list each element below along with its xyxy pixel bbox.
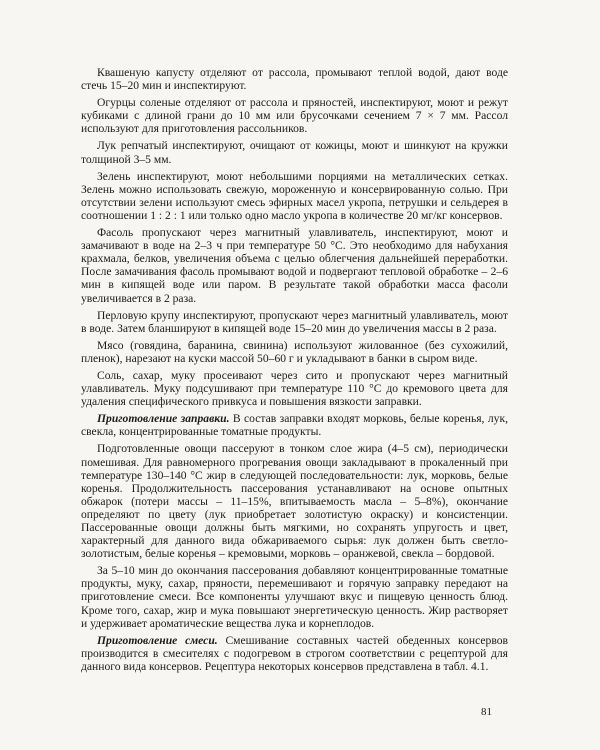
- paragraph-sauerkraut: Квашеную капусту отделяют от рассола, промывают теплой водой, дают воде стечь 15–20 мин и инспектируют.: [81, 66, 508, 93]
- paragraph-salt-sugar-flour: Соль, сахар, муку просеивают через сито и пропускают через магнитный улавливатель. Муку подсушивают при температуре 110 °С до кремового цвета для удаления специфического привкуса и повышения вязкости заправки.: [81, 368, 508, 409]
- paragraph-dressing-text: В состав заправки входят морковь, белые коренья, лук, свекла, концентрированные томатные продукты.: [81, 412, 508, 439]
- paragraph-tomato-addition: За 5–10 мин до окончания пассерования добавляют концентрированные томатные продукты, муку, сахар, пряности, перемешивают и горячую заправку передают на приготовление смеси. Все компоненты улучшают вкус и пищевую ценность блюд. Кроме того, сахар, жир и мука повышают энергетическую ценность. Жир растворяет и удерживает ароматические вещества лука и корнеплодов.: [81, 564, 508, 630]
- paragraph-dressing-preparation: [81, 412, 508, 438]
- paragraph-mixture-text: Смешивание составных частей обеденных консервов производится в смесителях с подогревом в строгом соответствии с рецептурой для данного вида консервов. Рецептура некоторых консервов представлена в табл. 4.1.: [81, 633, 509, 673]
- paragraph-onion: Лук репчатый инспектируют, очищают от кожицы, моют и шинкуют на кружки толщиной 3–5 мм.: [81, 139, 508, 166]
- paragraph-sauteing: Подготовленные овощи пассеруют в тонком слое жира (4–5 см), периодически помешивая. Для равномерного прогревания овощи закладывают в прокаленный при температуре 130–140 °С жир в следующей последовательности: лук, морковь, белые коренья. Продолжительность пассерования устанавливают на основе опытных обжарок (потери массы – 11–15%, впитываемость масла – 5–8%), окончание определяют по цвету (лук приобретает золотистую окраску) и консистенции. Пассерованные овощи должны быть мягкими, но сохранять упругость и цвет, характерный для данного вида обжариваемого сырья: лук должен быть светло-золотистым, белые коренья – кремовыми, морковь – оранжевой, свекла – бордовой.: [81, 442, 508, 561]
- paragraph-greens: Зелень инспектируют, моют небольшими порциями на металлических сетках. Зелень можно использовать свежую, мороженную и консервированную солью. При отсутствии зелени используют смесь эфирных масел укропа, петрушки и сельдерея в соотношении 1 : 2 : 1 или только одно масло укропа в количестве 20 мг/кг консервов.: [81, 169, 508, 222]
- paragraph-barley: Перловую крупу инспектируют, пропускают через магнитный улавливатель, моют в воде. Затем бланшируют в кипящей воде 15–20 мин до увеличения массы в 2 раза.: [81, 308, 508, 335]
- page-number: 81: [481, 706, 492, 718]
- section-heading-mixture: Приготовление смеси.: [97, 633, 218, 647]
- paragraph-meat: Мясо (говядина, баранина, свинина) используют жилованное (без сухожилий, пленок), нарезают на куски массой 50–60 г и укладывают в банки в сыром виде.: [81, 338, 508, 365]
- paragraph-pickles: Огурцы соленые отделяют от рассола и пряностей, инспектируют, моют и режут кубиками с длиной грани до 10 мм или брусочками сечением 7 × 7 мм. Рассол используют для приготовления рассольников.: [81, 96, 508, 136]
- paragraph-mixture-preparation: [81, 634, 508, 673]
- paragraph-beans: Фасоль пропускают через магнитный улавливатель, инспектируют, моют и замачивают в воде на 2–3 ч при температуре 50 °С. Это необходимо для набухания крахмала, белков, увеличения объема с целью облегчения дальнейшей переработки. После замачивания фасоль промывают водой и подвергают тепловой обработке – 2–6 мин в кипящей воде или паром. В результате такой обработки масса фасоли увеличивается в 2 раза.: [81, 226, 508, 305]
- section-heading-dressing: Приготовление заправки.: [97, 412, 230, 426]
